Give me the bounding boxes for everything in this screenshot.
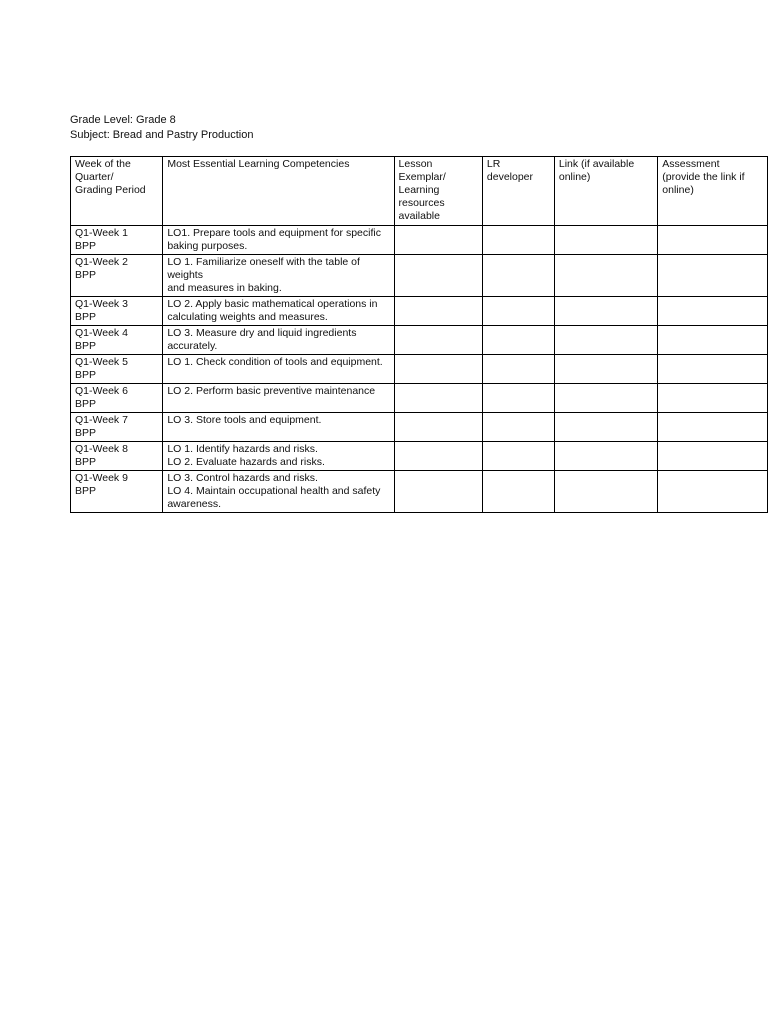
column-header-lr-developer: LR developer bbox=[482, 157, 554, 226]
table-row bbox=[71, 355, 768, 384]
grade-level-text: Grade Level: Grade 8 bbox=[70, 114, 176, 126]
competency-cell: LO 2. Apply basic mathematical operations in calculating weights and measures. bbox=[163, 297, 394, 326]
lesson-cell bbox=[394, 326, 482, 355]
developer-cell bbox=[482, 413, 554, 442]
developer-cell bbox=[482, 384, 554, 413]
week-cell: Q1-Week 2 BPP bbox=[71, 255, 163, 297]
developer-cell bbox=[482, 471, 554, 513]
week-cell: Q1-Week 3 BPP bbox=[71, 297, 163, 326]
developer-cell bbox=[482, 326, 554, 355]
link-cell bbox=[554, 297, 657, 326]
column-header-lesson-exemplar: Lesson Exemplar/ Learning resources available bbox=[394, 157, 482, 226]
lesson-cell bbox=[394, 384, 482, 413]
lesson-cell bbox=[394, 442, 482, 471]
table-row bbox=[71, 326, 768, 355]
assessment-cell bbox=[658, 355, 768, 384]
link-cell bbox=[554, 255, 657, 297]
column-header-link: Link (if available online) bbox=[554, 157, 657, 226]
link-cell bbox=[554, 226, 657, 255]
assessment-cell bbox=[658, 226, 768, 255]
assessment-cell bbox=[658, 297, 768, 326]
lesson-cell bbox=[394, 255, 482, 297]
link-cell bbox=[554, 355, 657, 384]
table-row bbox=[71, 384, 768, 413]
lesson-cell bbox=[394, 226, 482, 255]
competency-cell: LO 2. Perform basic preventive maintenance bbox=[163, 384, 394, 413]
competency-cell: LO 3. Store tools and equipment. bbox=[163, 413, 394, 442]
table-row bbox=[71, 442, 768, 471]
assessment-cell bbox=[658, 384, 768, 413]
melc-table bbox=[70, 156, 768, 513]
assessment-cell bbox=[658, 471, 768, 513]
developer-cell bbox=[482, 226, 554, 255]
week-cell: Q1-Week 9 BPP bbox=[71, 471, 163, 513]
competency-cell: LO 1. Familiarize oneself with the table of weights and measures in baking. bbox=[163, 255, 394, 297]
link-cell bbox=[554, 471, 657, 513]
lesson-cell bbox=[394, 471, 482, 513]
week-cell: Q1-Week 7 BPP bbox=[71, 413, 163, 442]
week-cell: Q1-Week 1 BPP bbox=[71, 226, 163, 255]
table-row bbox=[71, 413, 768, 442]
link-cell bbox=[554, 384, 657, 413]
assessment-cell bbox=[658, 442, 768, 471]
developer-cell bbox=[482, 297, 554, 326]
table-row bbox=[71, 297, 768, 326]
assessment-cell bbox=[658, 326, 768, 355]
lesson-cell bbox=[394, 297, 482, 326]
week-cell: Q1-Week 4 BPP bbox=[71, 326, 163, 355]
competency-cell: LO 3. Measure dry and liquid ingredients accurately. bbox=[163, 326, 394, 355]
developer-cell bbox=[482, 442, 554, 471]
link-cell bbox=[554, 413, 657, 442]
week-cell: Q1-Week 5 BPP bbox=[71, 355, 163, 384]
competency-cell: LO 3. Control hazards and risks. LO 4. Maintain occupational health and safety awareness. bbox=[163, 471, 394, 513]
lesson-cell bbox=[394, 413, 482, 442]
table-row bbox=[71, 255, 768, 297]
link-cell bbox=[554, 326, 657, 355]
competency-cell: LO 1. Check condition of tools and equipment. bbox=[163, 355, 394, 384]
column-header-assessment: Assessment (provide the link if online) bbox=[658, 157, 768, 226]
link-cell bbox=[554, 442, 657, 471]
competency-cell: LO1. Prepare tools and equipment for specific baking purposes. bbox=[163, 226, 394, 255]
column-header-week: Week of the Quarter/ Grading Period bbox=[71, 157, 163, 226]
developer-cell bbox=[482, 355, 554, 384]
week-cell: Q1-Week 6 BPP bbox=[71, 384, 163, 413]
assessment-cell bbox=[658, 255, 768, 297]
lesson-cell bbox=[394, 355, 482, 384]
subject-text: Subject: Bread and Pastry Production bbox=[70, 129, 254, 141]
table-row bbox=[71, 471, 768, 513]
week-cell: Q1-Week 8 BPP bbox=[71, 442, 163, 471]
table-header-row bbox=[71, 157, 768, 226]
competency-cell: LO 1. Identify hazards and risks. LO 2. Evaluate hazards and risks. bbox=[163, 442, 394, 471]
developer-cell bbox=[482, 255, 554, 297]
table-row bbox=[71, 226, 768, 255]
column-header-competencies: Most Essential Learning Competencies bbox=[163, 157, 394, 226]
assessment-cell bbox=[658, 413, 768, 442]
